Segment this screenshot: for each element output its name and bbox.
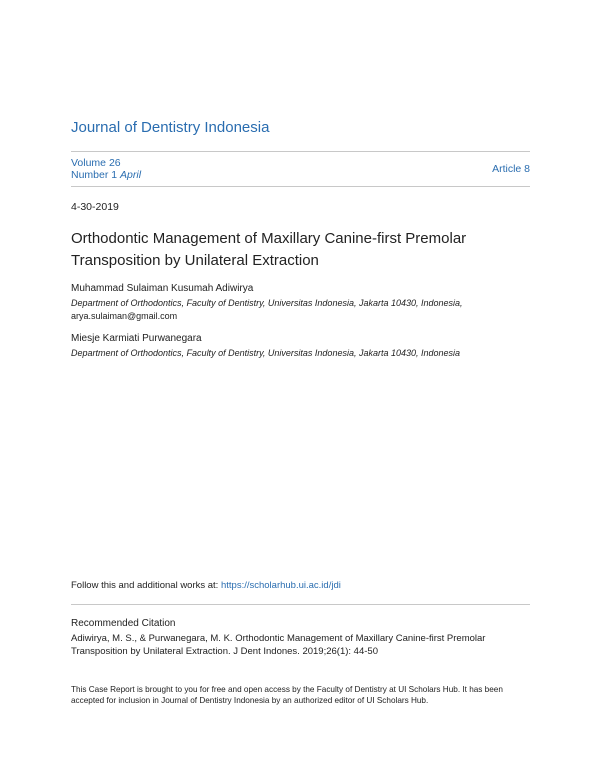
publication-date: 4-30-2019 [71,201,119,213]
journal-title-link[interactable]: Journal of Dentistry Indonesia [71,119,270,136]
recommended-citation-heading: Recommended Citation [71,618,176,629]
number-link[interactable] [71,169,141,181]
citation-text: Adiwirya, M. S., & Purwanegara, M. K. Orthodontic Management of Maxillary Canine-first Premolar Transposition by Unilateral Extraction. J Dent Indones. 2019;26(1): 44-50 [71,633,486,657]
number-label: Number 1 [71,169,118,181]
volume-link[interactable]: Volume 26 [71,157,121,169]
follow-link[interactable]: https://scholarhub.ui.ac.id/jdi [220,580,341,591]
author-affiliation: Department of Orthodontics, Faculty of Dentistry, Universitas Indonesia, Jakarta 10430, Indonesia [71,348,461,358]
month-label: April [120,169,142,181]
article-link[interactable]: Article 8 [492,163,530,175]
divider-top [71,151,530,152]
follow-text: Follow this and additional works at: [71,580,221,591]
author-email[interactable]: arya.sulaiman@gmail.com [71,311,178,321]
follow-line [71,580,341,591]
footer-note: This Case Report is brought to you for free and open access by the Faculty of Dentistry at UI Scholars Hub. It has been accepted for inclusion in Journal of Dentistry Indonesia by an authorized editor of UI Scholars Hub. [71,685,503,705]
divider-citation [71,604,530,605]
author-name: Muhammad Sulaiman Kusumah Adiwirya [71,283,254,294]
paper-title: Orthodontic Management of Maxillary Canine-first Premolar Transposition by Unilateral Extraction [71,230,467,269]
issue-info [71,157,141,181]
author-affiliation: Department of Orthodontics, Faculty of Dentistry, Universitas Indonesia, Jakarta 10430, Indonesia, [71,298,463,308]
divider-bottom [71,186,530,187]
author-name: Miesje Karmiati Purwanegara [71,333,202,344]
